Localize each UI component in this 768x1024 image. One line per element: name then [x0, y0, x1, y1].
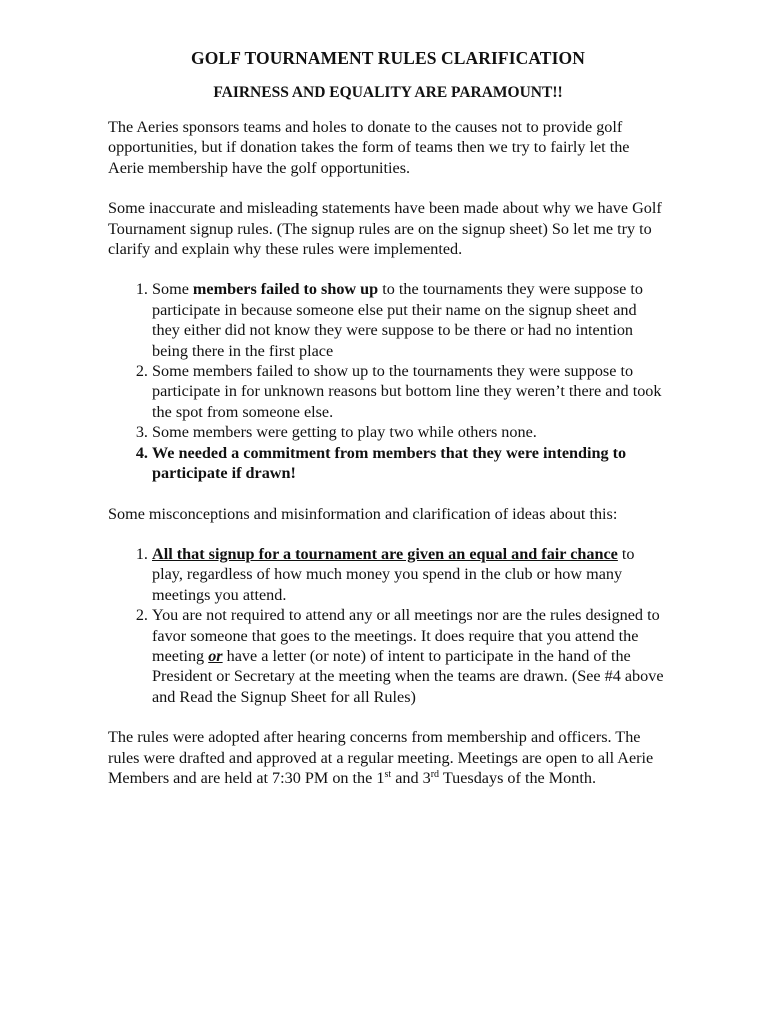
reasons-list — [108, 279, 668, 483]
paragraph-misconceptions: Some misconceptions and misinformation and clarification of ideas about this: — [108, 504, 618, 523]
list-item-text: We needed a commitment from members that they were intending to participate if drawn! — [152, 443, 627, 483]
list-item — [152, 605, 668, 707]
paragraph-text: and 3 — [391, 768, 431, 787]
document-title: GOLF TOURNAMENT RULES CLARIFICATION — [191, 48, 585, 68]
list-item-text: to play, regardless of how much money you spend in the club or how many meetings you attend. — [152, 544, 635, 604]
emphasis-text: or — [208, 646, 223, 665]
superscript: st — [384, 768, 392, 780]
list-item-bold-text: members failed to show up — [192, 280, 379, 299]
superscript: rd — [430, 768, 440, 780]
list-item-text: Some members were getting to play two while others none. — [152, 423, 537, 442]
list-item-text: Some — [152, 280, 193, 299]
paragraph-meetings — [108, 727, 668, 788]
list-item-text: have a letter (or note) of intent to participate in the hand of the President or Secretary at the meeting when the teams are drawn. (See #4 above and Read the Signup Sheet for all Rules) — [152, 646, 664, 706]
list-item-text: Some members failed to show up to the tournaments they were suppose to participate in for unknown reasons but bottom line they weren’t there and took the spot from someone else. — [152, 362, 662, 421]
list-item — [152, 361, 668, 422]
list-item-text: to the tournaments they were suppose to participate in because someone else put their name on the signup sheet and they either did not know they were suppose to be there or had no intention being there in the first place — [152, 280, 643, 360]
paragraph-text: Tuesdays of the Month. — [439, 768, 597, 787]
paragraph-intro: The Aeries sponsors teams and holes to donate to the causes not to provide golf opportunities, but if donation takes the form of teams then we try to fairly let the Aerie membership have the golf opportunities. — [108, 118, 630, 177]
paragraph-rules-reason: Some inaccurate and misleading statements have been made about why we have Golf Tournament signup rules. (The signup rules are on the signup sheet) So let me try to clarify and explain why these rules were implemented. — [108, 199, 662, 259]
list-item — [152, 279, 668, 361]
list-item — [152, 544, 668, 605]
clarifications-list — [108, 544, 668, 707]
list-item-bold-text: All that signup for a tournament are given an equal and fair chance — [152, 544, 618, 563]
paragraph-text: The rules were adopted after hearing concerns from membership and officers. The rules were drafted and approved at a regular meeting. Meetings are open to all Aerie Members and are held at 7:30 PM on the 1 — [108, 728, 654, 787]
document-subtitle: FAIRNESS AND EQUALITY ARE PARAMOUNT!! — [213, 84, 563, 101]
list-item — [152, 443, 668, 484]
list-item-text: You are not required to attend any or all meetings nor are the rules designed to favor someone that goes to the meetings. It does require that you attend the meeting — [152, 606, 660, 665]
list-item — [152, 422, 668, 442]
